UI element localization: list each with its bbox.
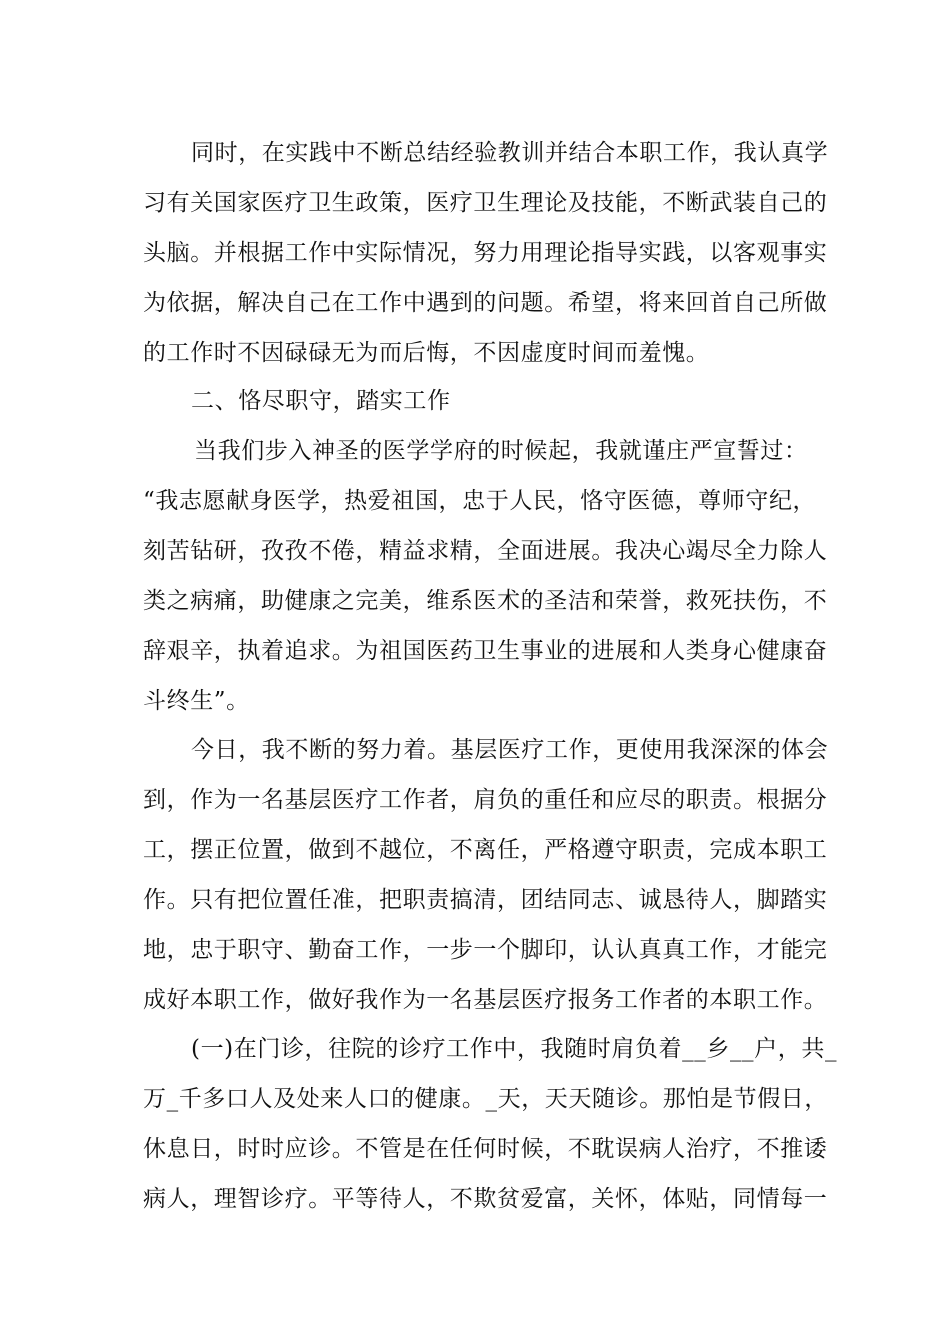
paragraph-line: 到，作为一名基层医疗工作者，肩负的重任和应尽的职责。根据分 — [143, 787, 828, 813]
paragraph-line: 当我们步入神圣的医学学府的时候起，我就谨庄严宣誓过： — [194, 438, 808, 464]
paragraph-line: 的工作时不因碌碌无为而后悔，不因虚度时间而羞愧。 — [143, 340, 710, 366]
paragraph-line: 病人，理智诊疗。平等待人，不欺贫爱富，关怀，体贴，同情每一 — [143, 1186, 828, 1212]
paragraph-line: 同时，在实践中不断总结经验教训并结合本职工作，我认真学 — [191, 140, 829, 166]
paragraph-line: 休息日，时时应诊。不管是在任何时候，不耽误病人治疗，不推诿 — [143, 1136, 828, 1162]
section-heading: 二、恪尽职守，踏实工作 — [191, 388, 451, 414]
paragraph-line: 习有关国家医疗卫生政策，医疗卫生理论及技能，不断武装自己的 — [143, 190, 828, 216]
paragraph-line: (一)在门诊，往院的诊疗工作中，我随时肩负着__乡__户，共_ — [191, 1036, 838, 1062]
paragraph-line: 今日，我不断的努力着。基层医疗工作，更使用我深深的体会 — [191, 737, 829, 763]
paragraph-line: 成好本职工作，做好我作为一名基层医疗报务工作者的本职工作。 — [143, 987, 828, 1013]
paragraph-line: 万_千多口人及处来人口的健康。_天，天天随诊。那怕是节假日， — [143, 1086, 828, 1112]
paragraph-line: “我志愿献身医学，热爱祖国，忠于人民，恪守医德，尊师守纪， — [143, 488, 817, 514]
paragraph-line: 为依据，解决自己在工作中遇到的问题。希望，将来回首自己所做 — [143, 290, 828, 316]
paragraph-line: 头脑。并根据工作中实际情况，努力用理论指导实践，以客观事实 — [143, 240, 828, 266]
paragraph-line: 地，忠于职守、勤奋工作，一步一个脚印，认认真真工作，才能完 — [143, 937, 828, 963]
paragraph-line: 工，摆正位置，做到不越位，不离任，严格遵守职责，完成本职工 — [143, 837, 828, 863]
paragraph-line: 类之病痛，助健康之完美，维系医术的圣洁和荣誉，救死扶伤，不 — [143, 588, 828, 614]
paragraph-line: 刻苦钻研，孜孜不倦，精益求精，全面进展。我决心竭尽全力除人 — [143, 538, 828, 564]
paragraph-line: 辞艰辛，执着追求。为祖国医药卫生事业的进展和人类身心健康奋 — [143, 638, 828, 664]
paragraph-line: 作。只有把位置任准，把职责搞清，团结同志、诚恳待人，脚踏实 — [143, 887, 828, 913]
paragraph-line: 斗终生”。 — [143, 688, 250, 714]
